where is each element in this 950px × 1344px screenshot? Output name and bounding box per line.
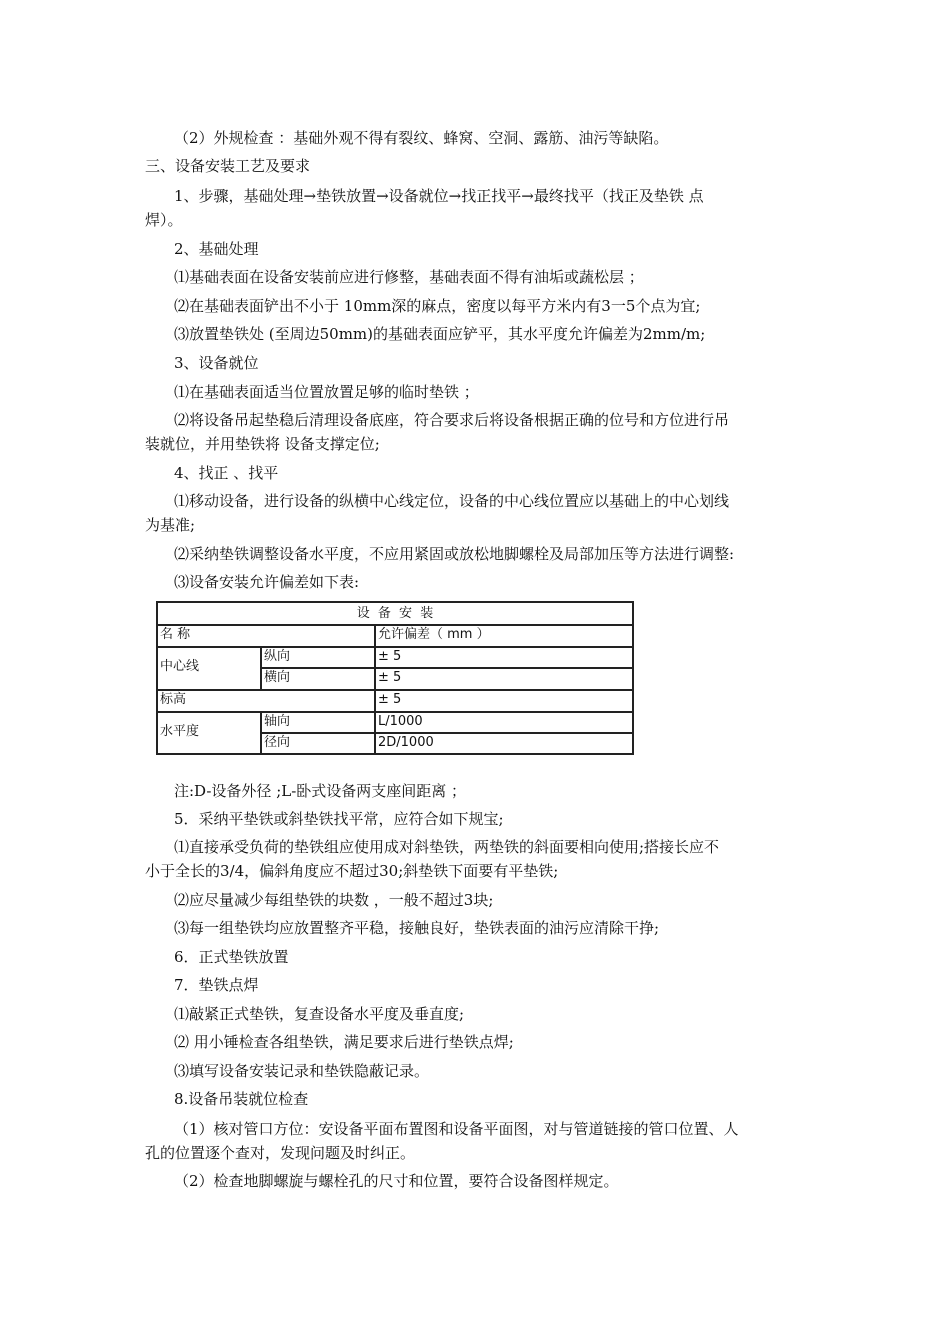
paragraph: ⑵在基础表面铲出不小于 10mm深的麻点，密度以每平方米内有3一5个点为宜; bbox=[174, 297, 701, 315]
table-title: 设 备 安 装 bbox=[356, 606, 436, 621]
table-header-name: 名 称 bbox=[160, 627, 191, 642]
table-cell-tolerance: 2D/1000 bbox=[378, 735, 434, 750]
paragraph: ⑴移动设备，进行设备的纵横中心线定位，设备的中心线位置应以基础上的中心划线 bbox=[174, 492, 730, 510]
table-cell-tolerance: L/1000 bbox=[378, 714, 423, 729]
table-note: 注:D-设备外径 ;L-卧式设备两支座间距离 ； bbox=[174, 782, 467, 800]
paragraph: ⑶每一组垫铁均应放置整齐平稳，接触良好，垫铁表面的油污应清除干挣; bbox=[174, 919, 660, 937]
paragraph: 为基准; bbox=[145, 516, 196, 534]
table-cell-tolerance: ± 5 bbox=[378, 670, 402, 685]
table-cell-sub: 横向 bbox=[264, 670, 291, 685]
paragraph: 孔的位置逐个查对，发现问题及时纠正。 bbox=[145, 1144, 416, 1162]
table-cell-tolerance: ± 5 bbox=[378, 649, 402, 664]
table-cell-name: 标高 bbox=[160, 692, 187, 707]
paragraph: （2）外规检查 ：基础外观不得有裂纹、蜂窝、空洞、露筋、油污等缺陷。 bbox=[174, 129, 669, 147]
paragraph: 装就位，并用垫铁将 设备支撑定位; bbox=[145, 435, 380, 453]
table-cell-name: 水平度 bbox=[160, 724, 200, 739]
subheading: 3、设备就位 bbox=[174, 354, 259, 372]
paragraph: （1）核对管口方位：安设备平面布置图和设备平面图，对与管道链接的管口位置、人 bbox=[174, 1120, 739, 1138]
paragraph: （2）检查地脚螺旋与螺栓孔的尺寸和位置，要符合设备图样规定。 bbox=[174, 1172, 619, 1190]
table-cell-sub: 径向 bbox=[264, 735, 291, 750]
table-cell-sub: 纵向 bbox=[264, 649, 291, 664]
paragraph: ⑶填写设备安装记录和垫铁隐蔽记录。 bbox=[174, 1062, 430, 1080]
paragraph: ⑴敲紧正式垫铁，复查设备水平度及垂直度; bbox=[174, 1005, 465, 1023]
section-heading: 三、设备安装工艺及要求 bbox=[145, 157, 311, 175]
subheading: 5．采纳平垫铁或斜垫铁找平常，应符合如下规宝; bbox=[174, 810, 504, 828]
subheading: 7．垫铁点焊 bbox=[174, 976, 259, 994]
table-cell-tolerance: ± 5 bbox=[378, 692, 402, 707]
paragraph: ⑵ 用小锤检查各组垫铁，满足要求后进行垫铁点焊; bbox=[174, 1033, 514, 1051]
subheading: 8.设备吊装就位检查 bbox=[174, 1090, 309, 1108]
table-cell-sub: 轴向 bbox=[264, 714, 291, 729]
paragraph: ⑴在基础表面适当位置放置足够的临时垫铁 ； bbox=[174, 383, 479, 401]
paragraph: 焊）。 bbox=[145, 211, 183, 229]
table-cell-name: 中心线 bbox=[160, 659, 200, 674]
paragraph: ⑵采纳垫铁调整设备水平度，不应用紧固或放松地脚螺栓及局部加压等方法进行调整: bbox=[174, 545, 735, 563]
paragraph: ⑵将设备吊起垫稳后清理设备底座，符合要求后将设备根据正确的位号和方位进行吊 bbox=[174, 411, 730, 429]
subheading: 6．正式垫铁放置 bbox=[174, 948, 289, 966]
paragraph: ⑶放置垫铁处 (至周边50mm)的基础表面应铲平，其水平度允许偏差为2mm/m; bbox=[174, 325, 706, 343]
paragraph: ⑴基础表面在设备安装前应进行修整，基础表面不得有油垢或蔬松层 ； bbox=[174, 268, 644, 286]
paragraph: 小于全长的3/4，偏斜角度应不超过30;斜垫铁下面要有平垫铁; bbox=[145, 862, 559, 880]
paragraph: ⑴直接承受负荷的垫铁组应使用成对斜垫铁，两垫铁的斜面要相向使用;搭接长应不 bbox=[174, 838, 720, 856]
tolerance-table bbox=[156, 601, 634, 755]
paragraph: ⑵应尽量减少每组垫铁的块数 ，一般不超过3块; bbox=[174, 891, 494, 909]
subheading: 4、找正 、找平 bbox=[174, 464, 279, 482]
subheading: 2、基础处理 bbox=[174, 240, 259, 258]
table-header-tolerance: 允许偏差（ mm ） bbox=[378, 627, 490, 642]
paragraph: ⑶设备安装允许偏差如下表: bbox=[174, 573, 360, 591]
paragraph: 1、步骤，基础处理→垫铁放置→设备就位→找正找平→最终找平（找正及垫铁 点 bbox=[174, 187, 704, 205]
